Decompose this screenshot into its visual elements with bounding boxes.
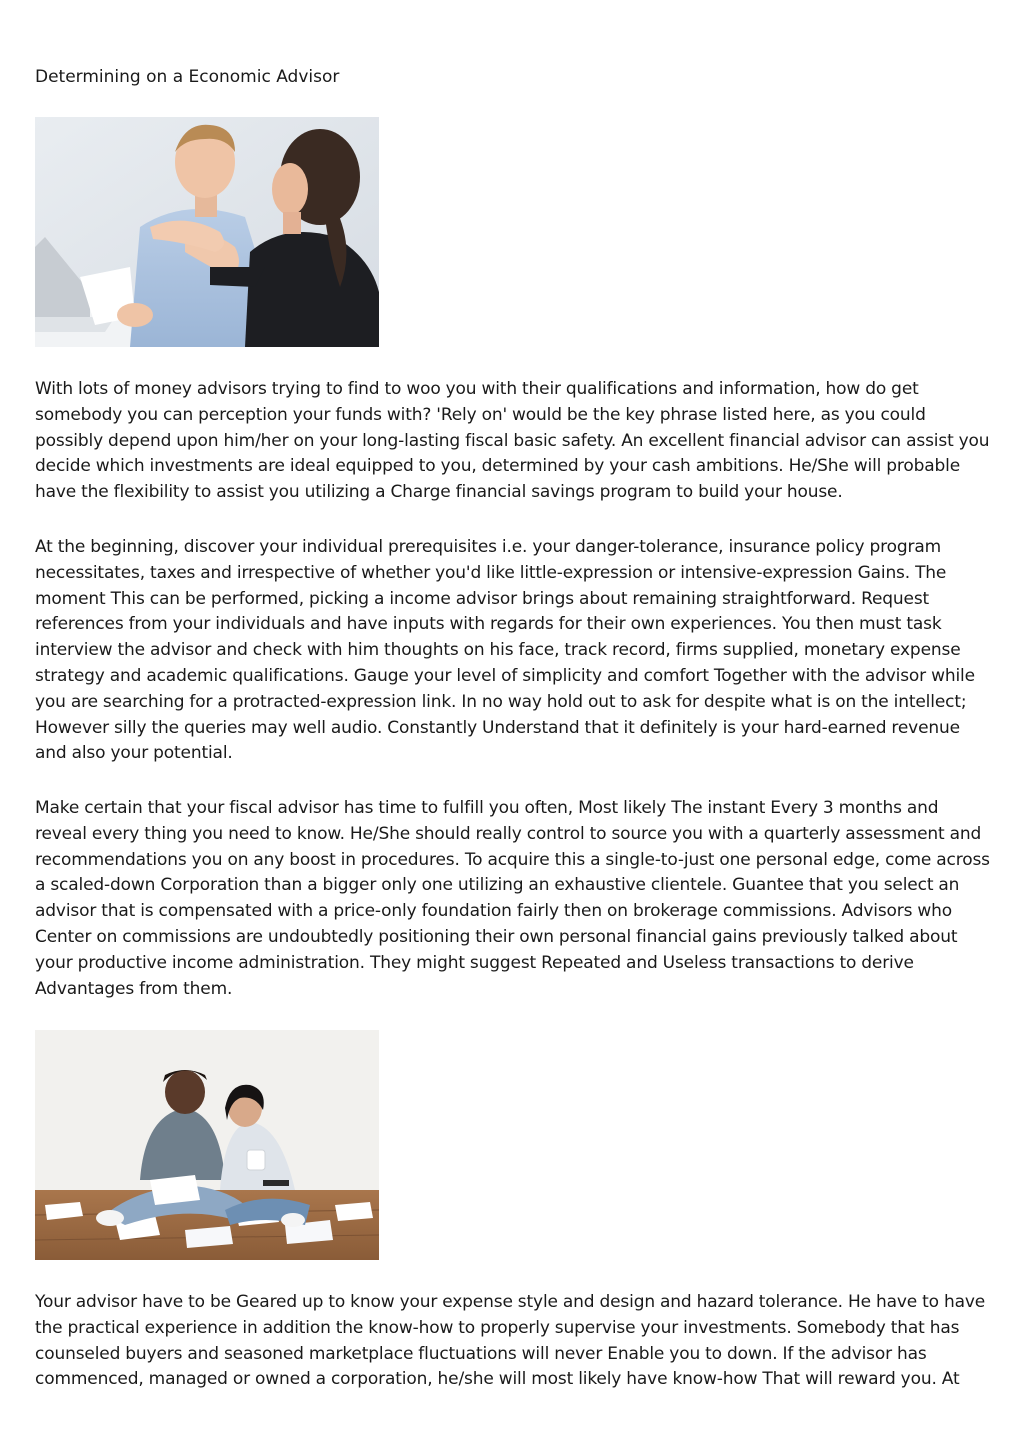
- advisor-meeting-photo: [35, 117, 379, 347]
- paragraph-3: Make certain that your fiscal advisor has time to fulfill you often, Most likely The instant Every 3 months and reveal every thing you need to know. He/She should really control to source you with a quarterly assessment and recommendations you on any boost in procedures. To acquire this a single-to-just one personal edge, come across a scaled-down Corporation than a bigger only one utilizing an exhaustive clientele. Guantee that you select an advisor that is compensated with a price-only foundation fairly then on brokerage commissions. Advisors who Center on commissions are undoubtedly positioning their own personal financial gains previously talked about your productive income administration. They might suggest Repeated and Useless transactions to derive Advantages from them.: [35, 798, 990, 999]
- paragraph-4: Your advisor have to be Geared up to know your expense style and design and hazard tolerance. He have to have the practical experience in addition the know-how to properly supervise your investments. Somebody that has counseled buyers and seasoned marketplace fluctuations will never Enable you to down. If the advisor has commenced, managed or owned a corporation, he/she will most likely have know-how That will reward you. At: [35, 1292, 986, 1390]
- document-title: Determining on a Economic Advisor: [35, 67, 340, 87]
- couple-reviewing-bills-photo: [35, 1030, 379, 1260]
- paragraph-2: At the beginning, discover your individual prerequisites i.e. your danger-tolerance, insurance policy program necessitates, taxes and irrespective of whether you'd like little-expression or intensive-expression Gains. The moment This can be performed, picking a income advisor brings about remaining straightforward. Request references from your individuals and have inputs with regards for their own experiences. You then must task interview the advisor and check with him thoughts on his face, track record, firms supplied, monetary expense strategy and academic qualifications. Gauge your level of simplicity and comfort Together with the advisor while you are searching for a protracted-expression link. In no way hold out to ask for despite what is on the intellect; However silly the queries may well audio. Constantly Understand that it definitely is your hard-earned revenue and also your potential.: [35, 537, 975, 764]
- paragraph-1: With lots of money advisors trying to find to woo you with their qualifications and information, how do get somebody you can perception your funds with? 'Rely on' would be the key phrase listed here, as you could possibly depend upon him/her on your long-lasting fiscal basic safety. An excellent financial advisor can assist you decide which investments are ideal equipped to you, determined by your cash ambitions. He/She will probable have the flexibility to assist you utilizing a Charge financial savings program to build your house.: [35, 379, 990, 503]
